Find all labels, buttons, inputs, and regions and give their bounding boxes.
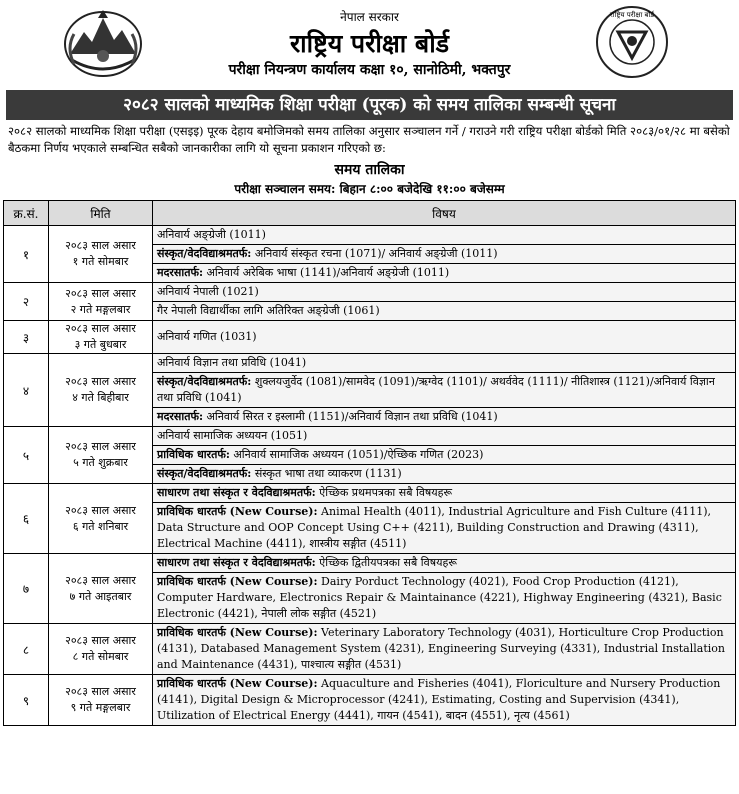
header-serial: क्र.सं. [4, 201, 49, 226]
serial-cell: २ [4, 283, 49, 321]
date-line-1: २०८३ साल असार [65, 286, 136, 300]
date-line-2: २ गते मङ्गलबार [70, 302, 131, 316]
subject-cell [153, 484, 736, 554]
date-line-1: २०८३ साल असार [65, 440, 136, 453]
subject-text: ऐच्छिक प्रथमपत्रका सबै विषयहरू [315, 486, 453, 499]
subject-cell [153, 321, 736, 354]
board-title: राष्ट्रिय परीक्षा बोर्ड [289, 29, 450, 58]
table-row [4, 675, 736, 726]
subject-text: अनिवार्य संस्कृत रचना (1071)/ अनिवार्य अङ्ग्रेजी (1011) [251, 247, 498, 260]
date-line-1: २०८३ साल असार [65, 573, 136, 587]
table-row [4, 554, 736, 624]
exam-time: परीक्षा सञ्चालन समय: बिहान ८:०० बजेदेखि ११:०० बजेसम्म [234, 182, 505, 196]
subject-cell [153, 675, 736, 726]
subject-stream-label: प्राविधिक धारतर्फ: [157, 448, 230, 461]
table-row [4, 283, 736, 321]
subject-line [153, 427, 735, 446]
subject-cell [153, 226, 736, 283]
serial-cell: ७ [4, 554, 49, 624]
subject-stream-label: संस्कृत/वेदविद्याश्रमतर्फ: [157, 467, 252, 480]
notice-title: २०८२ सालको माध्यमिक शिक्षा परीक्षा (पूरक) को समय तालिका सम्बन्धी सूचना [6, 90, 733, 120]
date-line-1: २०८३ साल असार [65, 375, 136, 388]
date-line-1: २०८३ साल असार [65, 685, 136, 698]
subject-cell [153, 427, 736, 484]
subject-stream-label: संस्कृत/वेदविद्याश्रमतर्फ: [157, 247, 252, 260]
date-line-2: ४ गते बिहीबार [72, 391, 129, 404]
date-line-2: ५ गते शुक्रबार [73, 456, 128, 469]
table-row [4, 484, 736, 554]
subject-text: Veterinary Laboratory Technology (4031), Horticulture Crop Production (4131), Databased Management System (4231), Engineering Surveying (4331), Industrial Installation and Maintenance (4431), पाश्चात्य सङ्गीत (4531) [157, 626, 725, 671]
subject-line [153, 283, 735, 302]
subject-line [153, 624, 735, 674]
date-line-1: २०८३ साल असार [65, 634, 136, 647]
date-cell [49, 624, 153, 675]
subject-stream-label: संस्कृत/वेदविद्याश्रमतर्फ: [157, 375, 252, 388]
date-line-2: ६ गते शनिबार [72, 519, 129, 533]
serial-cell: ५ [4, 427, 49, 484]
subject-text: अनिवार्य विज्ञान तथा प्रविधि (1041) [157, 356, 307, 369]
subject-text: Animal Health (4011), Industrial Agriculture and Fish Culture (4111), Data Structure and OOP Concept Using C++ (4211), Building Construction and Drawing (4311), Electrical Machine (4411), शास्त्रीय सङ्गीत (4511) [157, 505, 712, 550]
table-row [4, 321, 736, 354]
serial-cell: ६ [4, 484, 49, 554]
intro-paragraph: २०८२ सालको माध्यमिक शिक्षा परीक्षा (एसइइ) पूरक देहाय बमोजिमको समय तालिका अनुसार सञ्चालन गर्ने / गराउने गरी राष्ट्रिय परीक्षा बोर्डको मिति २०८३/०१/२८ मा बसेको बैठकमा निर्णय भएकाले सम्बन्धित सबैको जानकारीका लागि यो सूचना प्रकाशन गरिएको छ: [8, 124, 730, 155]
subject-cell [153, 554, 736, 624]
subject-line [153, 328, 735, 346]
date-cell [49, 675, 153, 726]
subject-line [153, 675, 735, 725]
subject-text: गैर नेपाली विद्यार्थीका लागि अतिरिक्त अङ्ग्रेजी (1061) [157, 304, 380, 317]
subject-cell [153, 283, 736, 321]
subject-line [153, 264, 735, 282]
table-row [4, 354, 736, 427]
board-seal-icon [594, 4, 670, 80]
subject-cell [153, 624, 736, 675]
date-line-1: २०८३ साल असार [65, 503, 136, 517]
date-cell [49, 427, 153, 484]
subject-text: Aquaculture and Fisheries (4041), Floriculture and Nursery Production (4141), Digital Design & Microprocessor (4241), Estimating, Costing and Supervision (4341), Utilization of Electrical Energy (4441), गायन (4541), बादन (4551), नृत्य (4561) [157, 677, 721, 722]
subject-stream-label: मदरसातर्फ: [157, 410, 204, 423]
date-cell [49, 283, 153, 321]
date-line-2: ८ गते सोमबार [72, 650, 129, 663]
subject-text: अनिवार्य अरेबिक भाषा (1141)/अनिवार्य अङ्ग्रेजी (1011) [203, 266, 450, 279]
schedule-title: समय तालिका [334, 162, 405, 178]
subject-text: Dairy Porduct Technology (4021), Food Crop Production (4121), Computer Hardware, Electronics Repair & Maintainance (4221), Highway Engineering (4321), Basic Electronic (4421), नेपाली लोक सङ्गीत (4521) [157, 575, 722, 620]
subject-line [153, 554, 735, 573]
date-cell [49, 354, 153, 427]
subject-line [153, 302, 735, 320]
schedule-table [3, 200, 736, 726]
subject-line [153, 503, 735, 553]
subject-line [153, 373, 735, 408]
table-header-row [4, 201, 736, 226]
date-line-1: २०८३ साल असार [65, 239, 136, 252]
subject-stream-label: मदरसातर्फ: [157, 266, 204, 279]
date-cell [49, 554, 153, 624]
table-row [4, 427, 736, 484]
govt-label: नेपाल सरकार [340, 10, 399, 24]
date-line-2: १ गते सोमबार [72, 255, 129, 268]
date-line-2: ९ गते मङ्गलबार [70, 701, 131, 714]
date-line-2: ७ गते आइतबार [69, 589, 132, 603]
subject-text: अनिवार्य सिरत र इस्लामी (1151)/अनिवार्य विज्ञान तथा प्रविधि (1041) [203, 410, 498, 423]
header-subject: विषय [153, 201, 736, 226]
serial-cell: ३ [4, 321, 49, 354]
subject-stream-label: प्राविधिक धारतर्फ (New Course): [157, 575, 318, 588]
date-cell [49, 321, 153, 354]
seal-text: राष्ट्रिय परीक्षा बोर्ड [609, 11, 655, 19]
subject-stream-label: प्राविधिक धारतर्फ (New Course): [157, 626, 318, 639]
subject-line [153, 226, 735, 245]
subject-stream-label: प्राविधिक धारतर्फ (New Course): [157, 505, 318, 518]
subject-text: अनिवार्य नेपाली (1021) [157, 285, 259, 298]
subject-stream-label: साधारण तथा संस्कृत र वेदविद्याश्रमतर्फ: [157, 486, 316, 499]
subject-line [153, 484, 735, 503]
date-cell [49, 484, 153, 554]
subject-line [153, 573, 735, 623]
serial-cell: ८ [4, 624, 49, 675]
subject-line [153, 245, 735, 264]
office-address: परीक्षा नियन्त्रण कार्यालय कक्षा १०, सानोठिमी, भक्तपुर [228, 62, 511, 78]
serial-cell: १ [4, 226, 49, 283]
subject-stream-label: प्राविधिक धारतर्फ (New Course): [157, 677, 318, 690]
subject-cell [153, 354, 736, 427]
table-row [4, 226, 736, 283]
date-cell [49, 226, 153, 283]
date-line-2: ३ गते बुधबार [74, 338, 127, 351]
header-date: मिति [49, 201, 153, 226]
subject-text: अनिवार्य गणित (1031) [157, 330, 257, 343]
table-row [4, 624, 736, 675]
serial-cell: ९ [4, 675, 49, 726]
subject-text: संस्कृत भाषा तथा व्याकरण (1131) [251, 467, 402, 480]
subject-text: अनिवार्य अङ्ग्रेजी (1011) [157, 228, 266, 241]
subject-text: अनिवार्य सामाजिक अध्ययन (1051) [157, 429, 308, 442]
date-line-1: २०८३ साल असार [65, 322, 136, 335]
subject-line [153, 446, 735, 465]
subject-text: ऐच्छिक द्वितीयपत्रका सबै विषयहरू [315, 556, 457, 569]
header [0, 0, 739, 86]
subject-text: अनिवार्य सामाजिक अध्ययन (1051)/ऐच्छिक गणित (2023) [229, 448, 484, 461]
serial-cell: ४ [4, 354, 49, 427]
subject-line [153, 354, 735, 373]
table-body [4, 226, 736, 726]
subject-line [153, 408, 735, 426]
subject-text: शुक्लयजुर्वेद (1081)/सामवेद (1091)/ऋग्वेद (1101)/ अथर्ववेद (1111)/ नीतिशास्त्र (1121)/अनिवार्य विज्ञान तथा प्रविधि (1041) [157, 375, 715, 404]
subject-stream-label: साधारण तथा संस्कृत र वेदविद्याश्रमतर्फ: [157, 556, 316, 569]
subject-line [153, 465, 735, 483]
